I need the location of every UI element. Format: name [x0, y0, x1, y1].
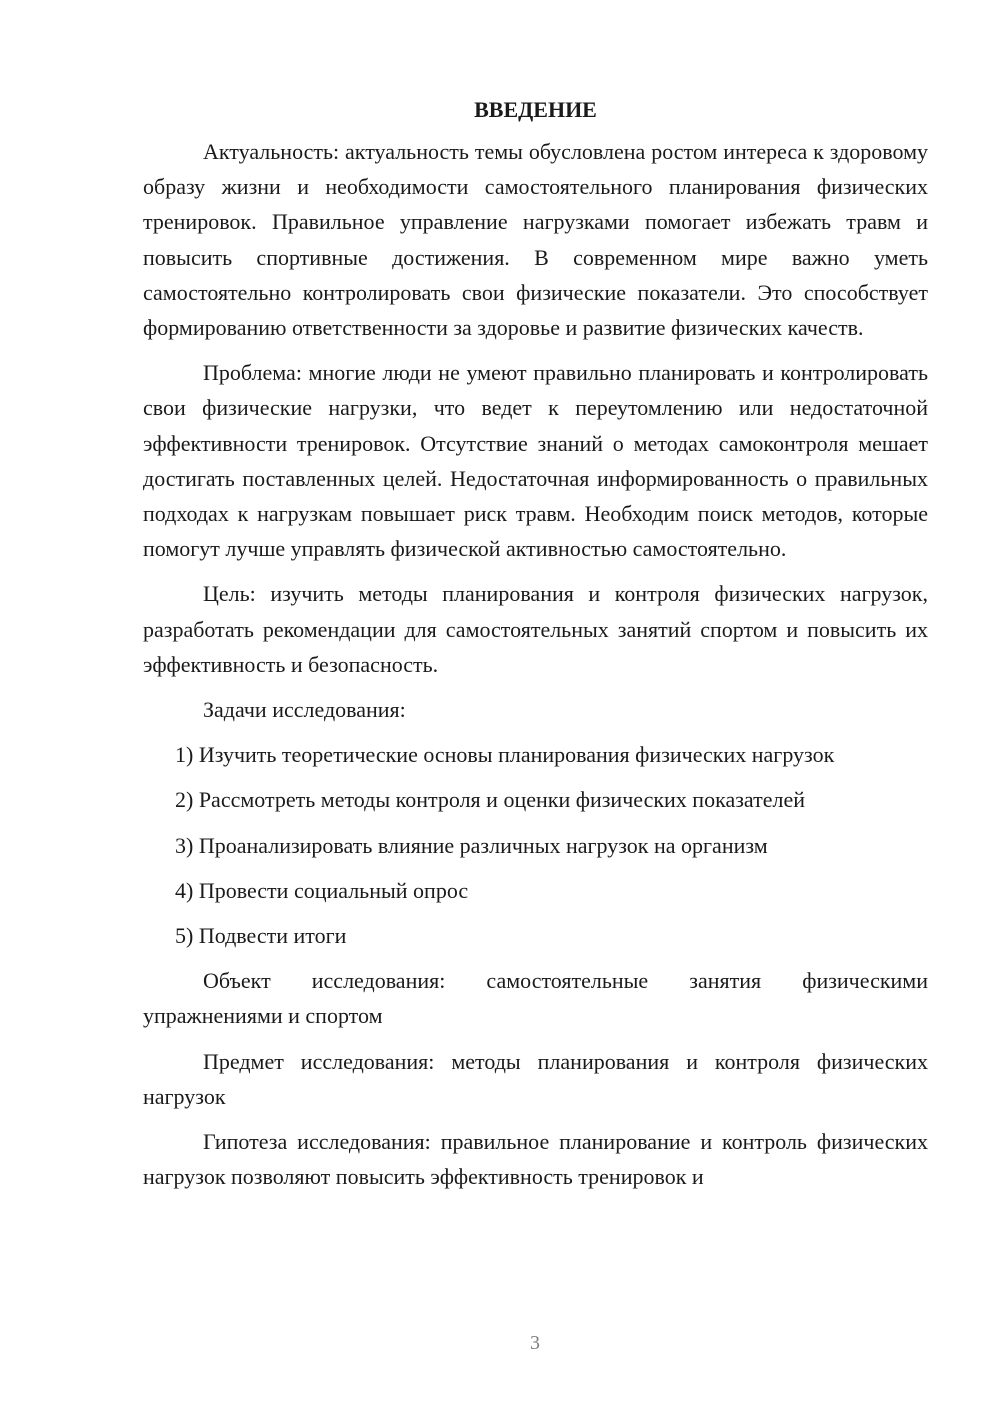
- document-page: [143, 92, 928, 1204]
- goal-paragraph: Цель: изучить методы планирования и контроля физических нагрузок, разработать рекомендации для самостоятельных занятий спортом и повысить их эффективность и безопасность.: [143, 581, 928, 677]
- task-item-3: 3) Проанализировать влияние различных нагрузок на организм: [175, 832, 768, 858]
- problem-paragraph: Проблема: многие люди не умеют правильно планировать и контролировать свои физические нагрузки, что ведет к переутомлению или недостаточной эффективности тренировок. Отсутствие знаний о методах самоконтроля мешает достигать поставленных целей. Недостаточная информированность о правильных подходах к нагрузкам повышает риск травм. Необходим поиск методов, которые помогут лучше управлять физической активностью самостоятельно.: [143, 360, 928, 562]
- object-paragraph: Объект исследования: самостоятельные занятия физическими упражнениями и спортом: [143, 968, 928, 1029]
- tasks-heading: Задачи исследования:: [203, 697, 406, 723]
- task-item-5: 5) Подвести итоги: [175, 923, 347, 949]
- page-title: ВВЕДЕНИЕ: [474, 97, 597, 122]
- task-item-4: 4) Провести социальный опрос: [175, 877, 469, 903]
- hypothesis-paragraph: Гипотеза исследования: правильное планирование и контроль физических нагрузок позволяют повысить эффективность тренировок и: [143, 1129, 928, 1190]
- page-number: 3: [530, 1332, 540, 1354]
- task-item-2: 2) Рассмотреть методы контроля и оценки физических показателей: [175, 787, 805, 813]
- subject-paragraph: Предмет исследования: методы планирования и контроля физических нагрузок: [143, 1048, 928, 1109]
- relevance-paragraph: Актуальность: актуальность темы обусловлена ростом интереса к здоровому образу жизни и необходимости самостоятельного планирования физических тренировок. Правильное управление нагрузками помогает избежать травм и повысить спортивные достижения. В современном мире важно уметь самостоятельно контролировать свои физические показатели. Это способствует формированию ответственности за здоровье и развитие физических качеств.: [143, 139, 928, 341]
- tasks-list: [143, 737, 928, 953]
- task-item-1: 1) Изучить теоретические основы планирования физических нагрузок: [175, 742, 835, 768]
